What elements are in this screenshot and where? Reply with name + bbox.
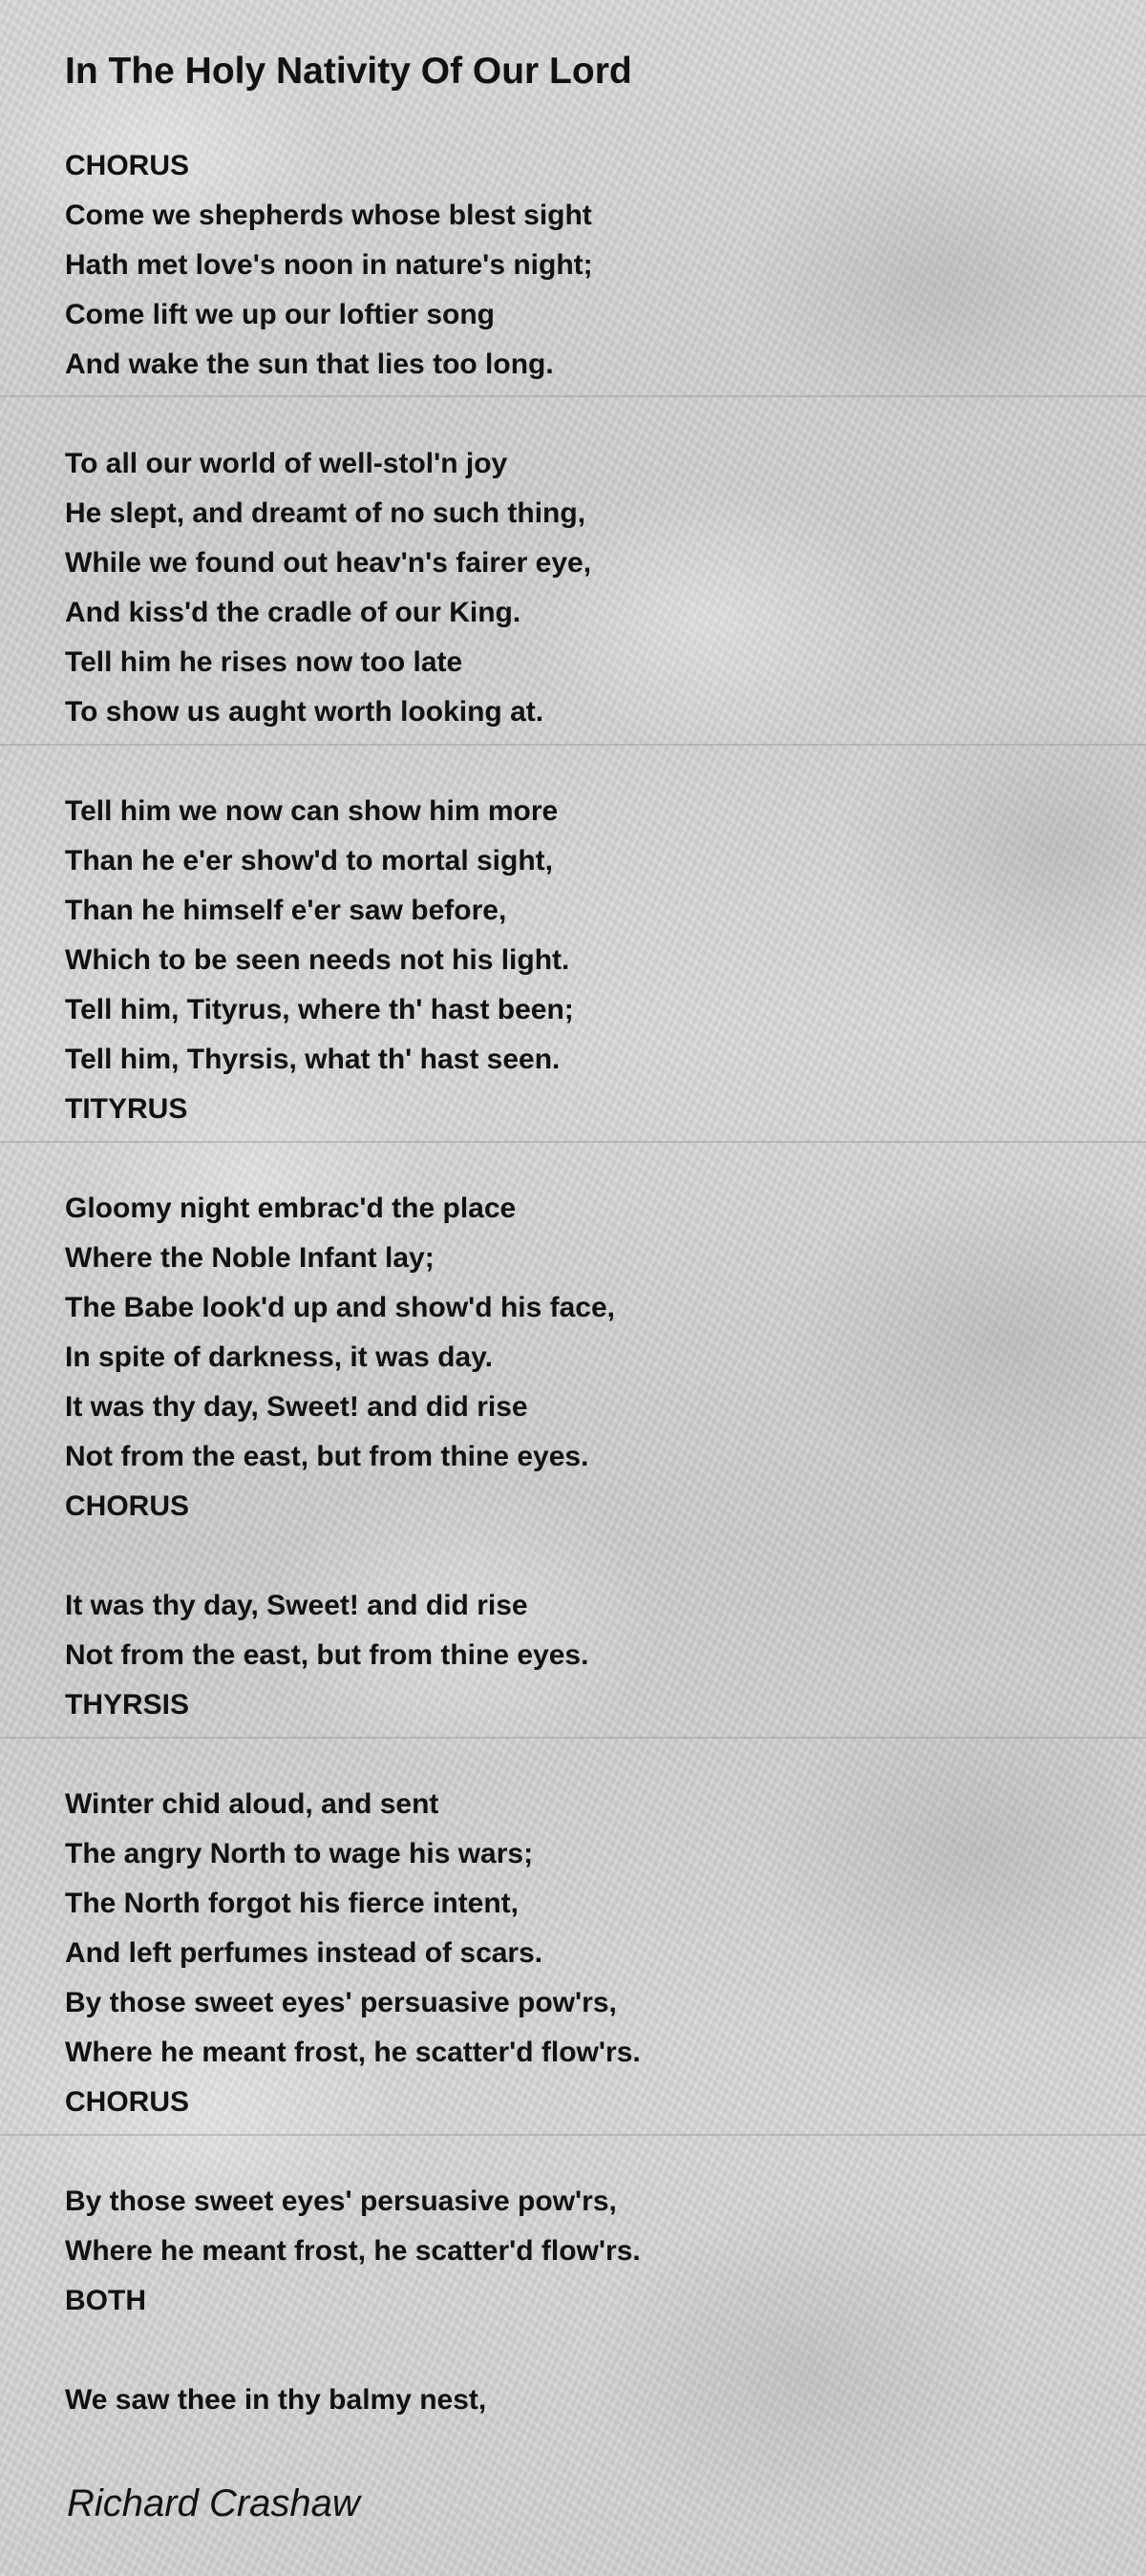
stanza-break [65,737,1115,787]
poem-line: CHORUS [65,2086,190,2118]
poem-line: Hath met love's noon in nature's night; [65,249,593,281]
poem-line: It was thy day, Sweet! and did rise [65,1391,528,1423]
poem-line: By those sweet eyes' persuasive pow'rs, [65,2185,617,2217]
poem-author: Richard Crashaw [67,2482,360,2524]
poem-line: Tell him, Thyrsis, what th' hast seen. [65,1044,561,1075]
stanza-break [65,2326,1115,2375]
poem-line: Tell him, Tityrus, where th' hast been; [65,994,574,1025]
poem-line: And left perfumes instead of scars. [65,1937,543,1969]
poem-line: Not from the east, but from thine eyes. [65,1441,589,1472]
poem-line: Tell him he rises now too late [65,646,463,678]
poem-line: Where he meant frost, he scatter'd flow'rs. [65,2235,641,2267]
poem-line: BOTH [65,2285,146,2316]
poem-line: To all our world of well-stol'n joy [65,448,508,479]
poem-line: In spite of darkness, it was day. [65,1341,493,1373]
stanza-break [65,390,1115,439]
poem-line: Which to be seen needs not his light. [65,944,570,976]
poem-line: CHORUS [65,1490,190,1522]
poem-line: Winter chid aloud, and sent [65,1788,439,1820]
stanza-break [65,1134,1115,1184]
poem-line: Come we shepherds whose blest sight [65,200,592,231]
poem-line: The angry North to wage his wars; [65,1838,534,1869]
poem-line: The Babe look'd up and show'd his face, [65,1292,616,1323]
poem-line: Not from the east, but from thine eyes. [65,1639,589,1671]
poem-line: He slept, and dreamt of no such thing, [65,497,586,529]
stanza-break [65,1531,1115,1581]
poem-line: Tell him we now can show him more [65,795,559,827]
poem-line: It was thy day, Sweet! and did rise [65,1590,528,1621]
poem-line: To show us aught worth looking at. [65,696,544,728]
poem-line: Than he e'er show'd to mortal sight, [65,845,553,876]
poem-line: Than he himself e'er saw before, [65,895,507,926]
poem-body [65,141,1115,2425]
poem-line: The North forgot his fierce intent, [65,1888,520,1919]
poem-line: We saw thee in thy balmy nest, [65,2384,487,2416]
stanza-break [65,2127,1115,2177]
poem-line: By those sweet eyes' persuasive pow'rs, [65,1987,617,2018]
poem-line: CHORUS [65,150,190,181]
poem-line: While we found out heav'n's fairer eye, [65,547,592,579]
stanza-break [65,1730,1115,1780]
poem-line: And wake the sun that lies too long. [65,348,554,380]
poem-line: Gloomy night embrac'd the place [65,1193,517,1224]
poem-title: In The Holy Nativity Of Our Lord [65,51,632,92]
poem-line: TITYRUS [65,1093,188,1125]
poem-line: Come lift we up our loftier song [65,299,495,330]
poem-line: Where he meant frost, he scatter'd flow'rs. [65,2037,641,2068]
poem-line: THYRSIS [65,1689,190,1721]
poem-line: And kiss'd the cradle of our King. [65,597,521,628]
poem-line: Where the Noble Infant lay; [65,1242,435,1274]
